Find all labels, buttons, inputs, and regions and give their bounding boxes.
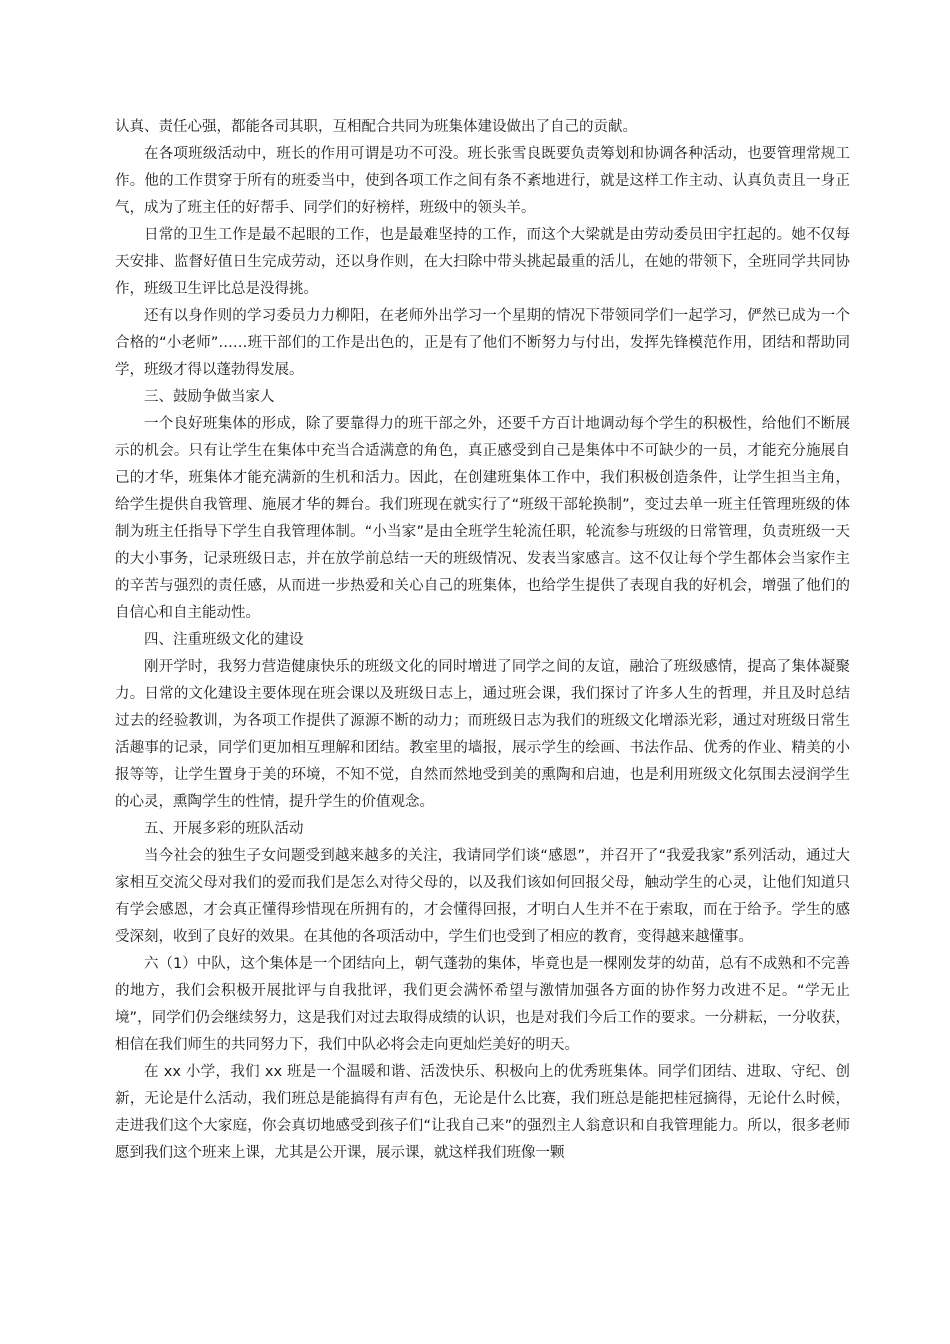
section-heading-5: 五、开展多彩的班队活动 xyxy=(144,821,304,837)
paragraph-encourage: 一个良好班集体的形成，除了要靠得力的班干部之外，还要千方百计地调动每个学生的积极性，给他们不断展示的机会。只有让学生在集体中充当合适满意的角色，真正感受到自己是集体中不可缺少的一员，才能充分施展自己的才华，班集体才能充满新的生机和活力。因此，在创建班集体工作中，我们积极创造条件，让学生担当主角，给学生提供自我管理、施展才华的舞台。我们班现在就实行了“班级干部轮换制”，变过去单一班主任管理班级的体制为班主任指导下学生自我管理体制。“小当家”是由全班学生轮流任职，轮流参与班级的日常管理，负责班级一天的大小事务，记录班级日志，并在放学前总结一天的班级情况、发表当家感言。这不仅让每个学生都体会当家作主的辛苦与强烈的责任感，从而进一步热爱和关心自己的班集体，也给学生提供了表现自我的好机会，增强了他们的自信心和自主能动性。 xyxy=(115,416,850,621)
paragraph-culture: 刚开学时，我努力营造健康快乐的班级文化的同时增进了同学之间的友谊，融洽了班级感情，提高了集体凝聚力。日常的文化建设主要体现在班会课以及班级日志上，通过班会课，我们探讨了许多人生的哲理，并且及时总结过去的经验教训，为各项工作提供了源源不断的动力；而班级日志为我们的班级文化增添光彩，通过对班级日常生活趣事的记录，同学们更加相互理解和团结。教室里的墙报，展示学生的绘画、书法作品、优秀的作业、精美的小报等等，让学生置身于美的环境，不知不觉，自然而然地受到美的熏陶和启迪，也是利用班级文化氛围去浸润学生的心灵，熏陶学生的性情，提升学生的价值观念。 xyxy=(115,659,850,810)
document-body xyxy=(115,114,850,1167)
paragraph-squadron: 六（1）中队，这个集体是一个团结向上，朝气蓬勃的集体，毕竟也是一棵刚发芽的幼苗，总有不成熟和不完善的地方，我们会积极开展批评与自我批评，我们更会满怀希望与激情加强各方面的协作努力改进不足。“学无止境”，同学们仍会继续努力，这是我们对过去取得成绩的认识，也是对我们今后工作的要求。一分耕耘，一分收获，相信在我们师生的共同努力下，我们中队必将会走向更灿烂美好的明天。 xyxy=(115,956,850,1053)
section-heading-4: 四、注重班级文化的建设 xyxy=(144,632,304,648)
paragraph-class-intro: 在 xx 小学，我们 xx 班是一个温暖和谐、活泼快乐、积极向上的优秀班集体。同学们团结、进取、守纪、创新，无论是什么活动，我们班总是能搞得有声有色，无论是什么比赛，我们班总是能把桂冠摘得，无论什么时候，走进我们这个大家庭，你会真切地感受到孩子们“让我自己来”的强烈主人翁意识和自我管理能力。所以，很多老师愿到我们这个班来上课，尤其是公开课，展示课，就这样我们班像一颗 xyxy=(115,1064,850,1161)
paragraph-class-monitor: 在各项班级活动中，班长的作用可谓是功不可没。班长张雪良既要负责筹划和协调各种活动，也要管理常规工作。他的工作贯穿于所有的班委当中，使到各项工作之间有条不紊地进行，就是这样工作主动、认真负责且一身正气，成为了班主任的好帮手、同学们的好榜样，班级中的领头羊。 xyxy=(115,146,850,216)
paragraph-study-committee: 还有以身作则的学习委员力力柳阳，在老师外出学习一个星期的情况下带领同学们一起学习，俨然已成为一个合格的“小老师”……班干部们的工作是出色的，正是有了他们不断努力与付出，发挥先锋模范作用，团结和帮助同学，班级才得以蓬勃得发展。 xyxy=(115,308,850,378)
paragraph-activities: 当今社会的独生子女问题受到越来越多的关注，我请同学们谈“感恩”，并召开了“我爱我家”系列活动，通过大家相互交流父母对我们的爱而我们是怎么对待父母的，以及我们该如何回报父母，触动学生的心灵，让他们知道只有学会感恩，才会真正懂得珍惜现在所拥有的，才会懂得回报，才明白人生并不在于索取，而在于给予。学生的感受深刻，收到了良好的效果。在其他的各项活动中，学生们也受到了相应的教育，变得越来越懂事。 xyxy=(115,848,850,945)
paragraph-continuation: 认真、责任心强，都能各司其职，互相配合共同为班集体建设做出了自己的贡献。 xyxy=(115,119,637,135)
paragraph-hygiene: 日常的卫生工作是最不起眼的工作，也是最难坚持的工作，而这个大梁就是由劳动委员田宇扛起的。她不仅每天安排、监督好值日生完成劳动，还以身作则，在大扫除中带头挑起最重的活儿，在她的带领下，全班同学共同协作，班级卫生评比总是没得挑。 xyxy=(115,227,850,297)
section-heading-3: 三、鼓励争做当家人 xyxy=(144,389,275,405)
